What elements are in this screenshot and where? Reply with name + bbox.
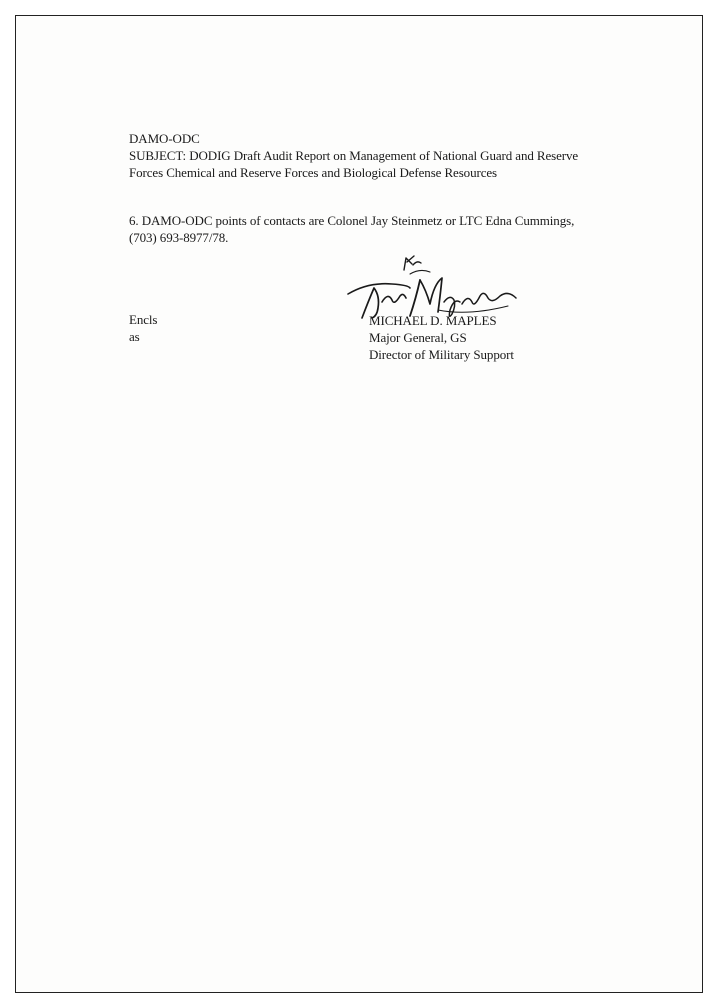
paragraph-6-line-2: (703) 693-8977/78. (129, 230, 229, 245)
office-symbol: DAMO-ODC (129, 131, 200, 146)
enclosures-value: as (129, 329, 140, 344)
paragraph-6-line-1: 6. DAMO-ODC points of contacts are Colonel Jay Steinmetz or LTC Edna Cummings, (129, 213, 575, 228)
document-page (15, 15, 703, 993)
signer-title: Director of Military Support (369, 347, 514, 362)
enclosures-label: Encls (129, 312, 158, 327)
signer-name: MICHAEL D. MAPLES (369, 313, 497, 328)
subject-line-2: Forces Chemical and Reserve Forces and Biological Defense Resources (129, 165, 498, 180)
subject-line-1: SUBJECT: DODIG Draft Audit Report on Management of National Guard and Reserve (129, 148, 579, 163)
signer-rank: Major General, GS (369, 330, 467, 345)
